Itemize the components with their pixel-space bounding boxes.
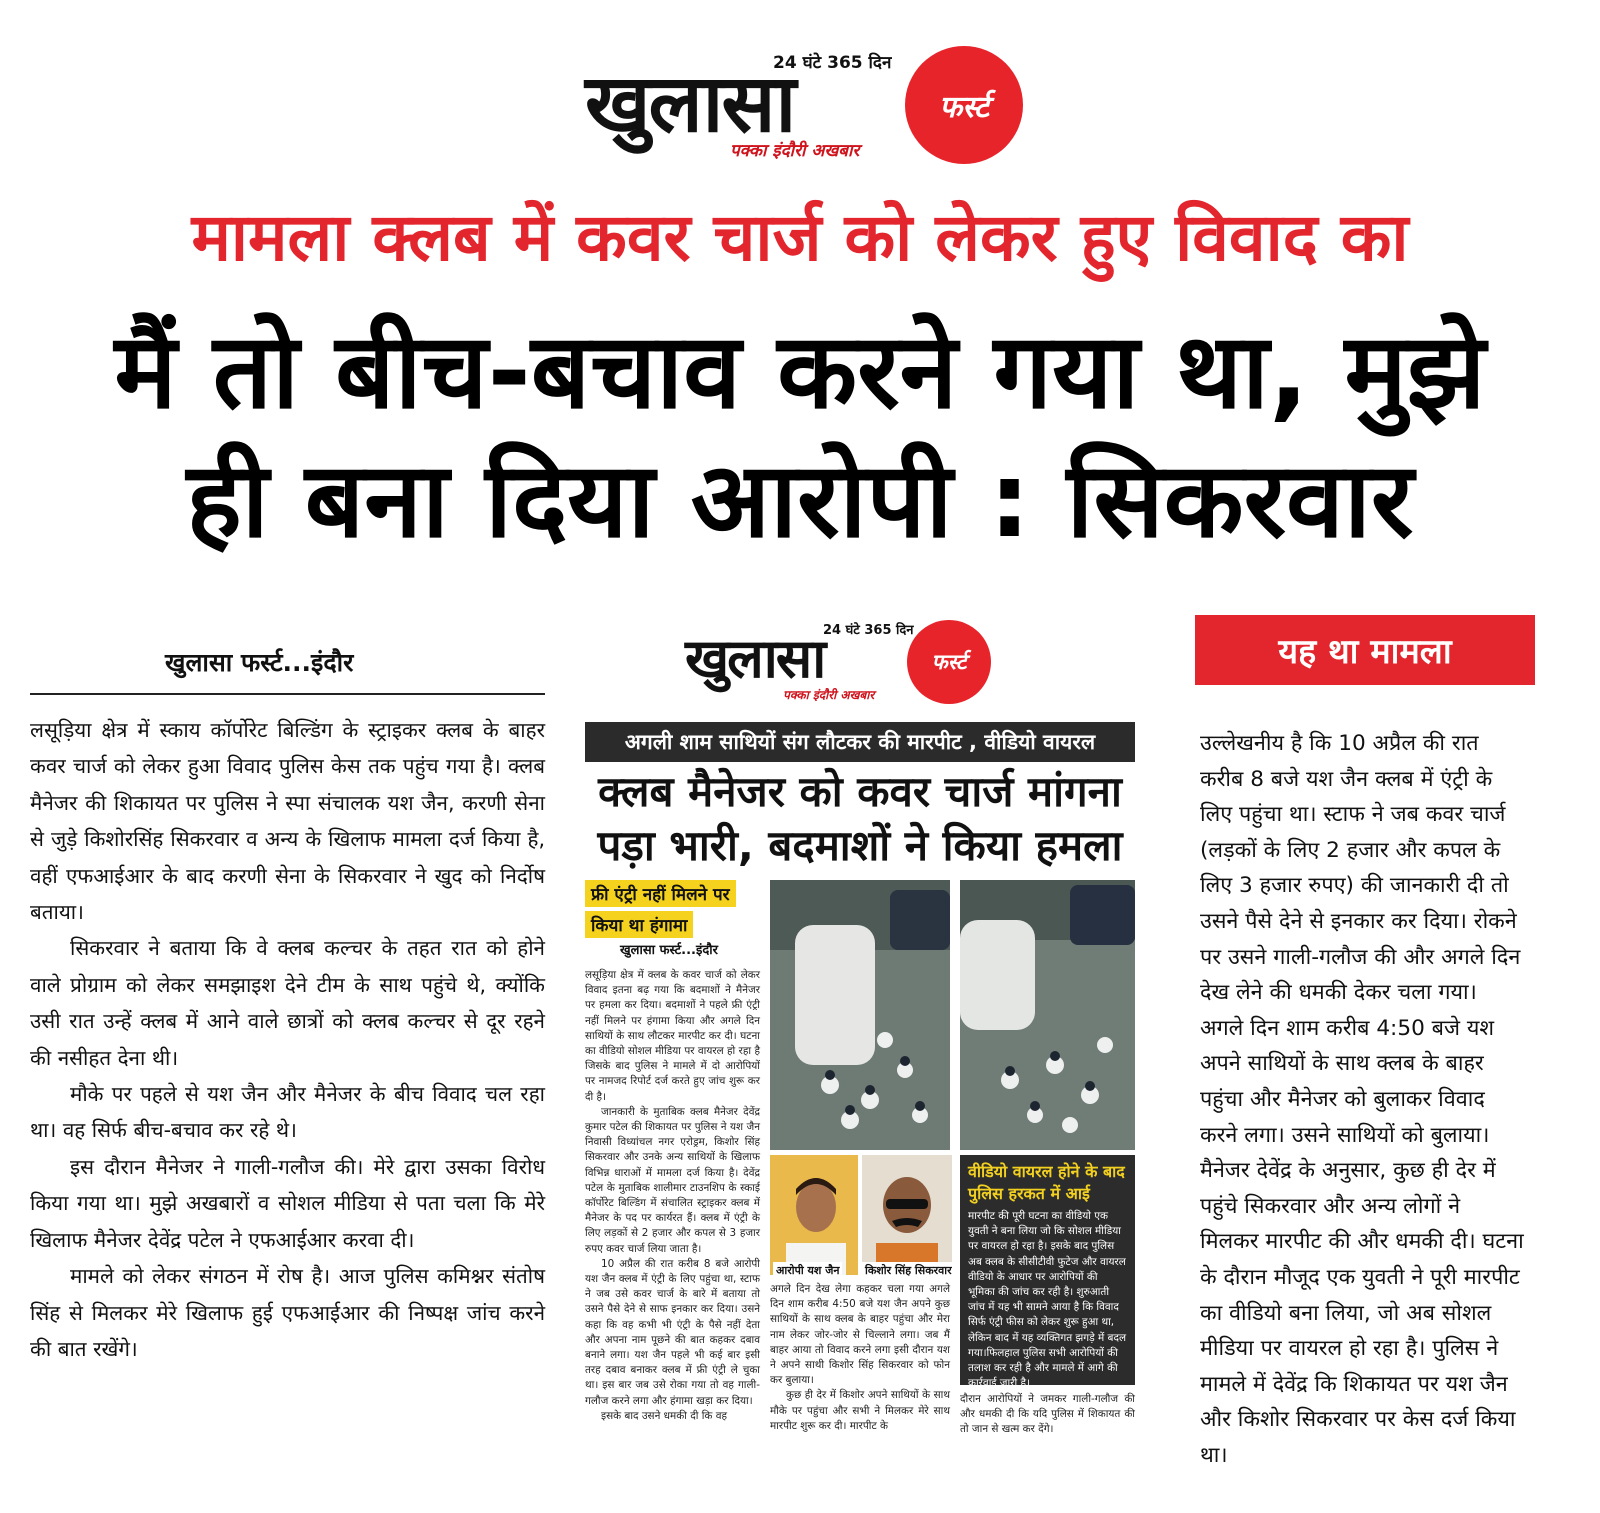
clipping-headline-line-2: पड़ा भारी, बदमाशों ने किया हमला (597, 821, 1123, 870)
left-paragraph: मामले को लेकर संगठन में रोष है। आज पुलिस कमिश्नर संतोष सिंह से मिलकर मेरे खिलाफ हुई एफआईआर की निष्पक्ष जांच करने की बात रखेंगे। (30, 1264, 545, 1361)
masthead (585, 40, 1045, 190)
clipping-subhead (585, 880, 736, 938)
left-paragraph: इस दौरान मैनेजर ने गाली-गलौज की। मेरे द्वारा उसका विरोध किया गया था। मुझे अखबारों व सोशल मीडिया से पता चला कि मेरे खिलाफ मैनेजर देवेंद्र पटेल ने एफआईआर करवा दी। (30, 1154, 545, 1252)
crowd-photo-2-art (960, 880, 1135, 1150)
masthead-tagline: 24 घंटे 365 दिन (773, 53, 892, 73)
clipping-masthead-brand: खुलासा (685, 627, 825, 690)
headline-line-1: मैं तो बीच-बचाव करने गया था, मुझे (114, 310, 1486, 432)
headline-line-2: ही बना दिया आरोपी : सिकरवार (186, 439, 1414, 561)
clipping-masthead-tagline: 24 घंटे 365 दिन (823, 623, 914, 638)
portrait-1-art (770, 1155, 858, 1275)
clipping-byline: खुलासा फर्स्ट...इंदौर (620, 943, 718, 958)
kicker: मामला क्लब में कवर चार्ज को लेकर हुए विवाद का (191, 199, 1409, 276)
masthead-brand: खुलासा (585, 57, 795, 150)
clipping-paragraph: कुछ ही देर में किशोर अपने साथियों के साथ मौके पर पहुंचा और सभी ने मिलकर मेरे साथ मारपीट शुरू कर दी। मारपीट के (770, 1389, 950, 1432)
clipping-subhead-line-2: किया था हंगामा (585, 911, 693, 938)
left-paragraph: मौके पर पहले से यश जैन और मैनेजर के बीच विवाद चल रहा था। वह सिर्फ बीच-बचाव कर रहे थे। (30, 1082, 545, 1143)
right-article: उल्लेखनीय है कि 10 अप्रैल की रात करीब 8 बजे यश जैन क्लब में एंट्री के लिए पहुंचा था। स्टाफ ने जब कवर चार्ज (लड़कों के लिए 2 हजार और कपल के लिए 3 हजार रुपए) की जानकारी दी तो उसने पैसे देने से इनकार कर दिया। रोकने पर उसने गाली-गलौज की और अगले दिन देख लेने की धमकी देकर चला गया। अगले दिन शाम करीब 4:50 बजे यश अपने साथियों के साथ क्लब के बाहर पहुंचा और मैनेजर को बुलाकर विवाद करने लगा। उसने साथियों को बुलाया। मैनेजर देवेंद्र के अनुसार, कुछ ही देर में पहुंचे सिकरवार और अन्य लोगों ने मिलकर मारपीट की और धमकी दी। घटना के दौरान मौजूद एक युवती ने पूरी मारपीट का वीडियो बना लिया, जो अब सोशल मीडिया पर वायरल हो रहा है। पुलिस ने मामले में देवेंद्र कि शिकायत पर यश जैन और किशोर सिकरवार पर केस दर्ज किया था। (1200, 731, 1524, 1468)
viral-box-title-1: वीडियो वायरल होने के बाद (968, 1162, 1125, 1181)
right-box-title: यह था मामला (1195, 615, 1535, 685)
left-paragraph: लसूड़िया क्षेत्र में स्काय कॉर्पोरेट बिल्डिंग के स्ट्राइकर क्लब के बाहर कवर चार्ज को लेकर हुआ विवाद पुलिस केस तक पहुंच गया है। क्लब मैनेजर की शिकायत पर पुलिस ने स्पा संचालक यश जैन, करणी सेना से जुड़े किशोरसिंह सिकरवार व अन्य के खिलाफ मामला दर्ज किया है, वहीं एफआईआर के बाद करणी सेना के सिकरवार ने खुद को निर्दोष बताया। (30, 718, 545, 925)
clipping-paragraph: अगले दिन देख लेगा कहकर चला गया अगले दिन शाम करीब 4:50 बजे यश जैन अपने कुछ साथियों के साथ क्लब के बाहर पहुंचा और मेरा नाम लेकर जोर-जोर से चिल्लाने लगा। जब मैं बाहर आया तो विवाद करने लगा इसी दौरान यश ने अपने साथी किशोर सिंह सिकरवार को फोन कर बुलाया। (770, 1283, 950, 1387)
portrait-2-art (862, 1155, 952, 1275)
masthead-subtitle: पक्का इंदौरी अखबार (730, 141, 860, 161)
viral-box-text: मारपीट की पूरी घटना का वीडियो एक युवती ने बना लिया जो कि सोशल मीडिया पर वायरल हो रहा है। इसके बाद पुलिस अब क्लब के सीसीटीवी फुटेज और वायरल वीडियो के आधार पर आरोपियों की भूमिका की जांच कर रही है। शुरुआती जांच में यह भी सामने आया है कि विवाद सिर्फ एंट्री फीस को लेकर शुरू हुआ था, लेकिन बाद में यह व्यक्तिगत झगड़े में बदल गया।फिलहाल पुलिस सभी आरोपियों की तलाश कर रही है और मामले में आगे की कार्रवाई जारी है। (968, 1210, 1127, 1390)
crowd-photo-1 (770, 880, 950, 1150)
clipping-masthead-subtitle: पक्का इंदौरी अखबार (783, 688, 875, 702)
clipping-column-1 (585, 968, 760, 1498)
left-article (30, 712, 545, 1367)
crowd-photo-1-art (770, 880, 950, 1150)
clipping-paragraph: 10 अप्रैल की रात करीब 8 बजे आरोपी यश जैन क्लब में एंट्री के लिए पहुंचा था, स्टाफ ने जब उसे कवर चार्ज के बारे में बताया तो उसने पैसे देने से साफ इनकार कर दिया। उसने कहा कि वह कभी भी एंट्री के पैसे नहीं देता और अपना नाम पूछने की बात कहकर दबाव बनाने लगा। यश जैन पहले भी कई बार इसी तरह दबाव बनाकर क्लब में फ्री एंट्री ले चुका था। इस बार जब उसे रोका गया तो वह गाली-गलौज करने लगा और हंगामा खड़ा कर दिया। (585, 1257, 760, 1407)
clipping-headline-line-1: क्लब मैनेजर को कवर चार्ज मांगना (598, 767, 1122, 816)
caption-accused-2: किशोर सिंह सिकरवार (862, 1262, 955, 1279)
viral-video-box (960, 1155, 1135, 1390)
caption-accused-1: आरोपी यश जैन (773, 1262, 842, 1279)
left-byline: खुलासा फर्स्ट...इंदौर (165, 648, 354, 677)
clipping-top-band: अगली शाम साथियों संग लौटकर की मारपीट , वीडियो वायरल (585, 722, 1135, 762)
clipping-paragraph: इसके बाद उसने धमकी दी कि वह (601, 1409, 727, 1422)
viral-box-title-2: पुलिस हरकत में आई (968, 1184, 1090, 1203)
left-paragraph: सिकरवार ने बताया कि वे क्लब कल्चर के तहत रात को होने वाले प्रोग्राम को लेकर समझाइश देने टीम के साथ पहुंचे थे, क्योंकि उसी रात उन्हें क्लब में आने वाले छात्रों को क्लब कल्चर से दूर रहने की नसीहत देना थी। (30, 936, 545, 1070)
accused-portrait-2 (862, 1155, 952, 1275)
clipping-paragraph: जानकारी के मुताबिक क्लब मैनेजर देवेंद्र कुमार पटेल की शिकायत पर पुलिस ने यश जैन निवासी विध्यांचल नगर एरोड्रम, किशोर सिंह सिकरवार और उनके अन्य साथियों के खिलाफ विभिन्न धाराओं में मामला दर्ज किया है। देवेंद्र पटेल के मुताबिक शालीमार टाउनशिप के स्काई कॉर्पोरेट बिल्डिंग में संचालित स्ट्राइकर क्लब में मैनेजर के पद पर कार्यरत हैं। क्लब में एंट्री के लिए लड़कों से 2 हजार और कपल से 3 हजार रुपए कवर चार्ज लिया जाता है। (585, 1105, 760, 1255)
clipping-masthead-logo-circle: फर्स्ट (907, 620, 991, 704)
clipping-subhead-line-1: फ्री एंट्री नहीं मिलने पर (585, 880, 736, 907)
clipping-paragraph: लसूड़िया क्षेत्र में क्लब के कवर चार्ज को लेकर विवाद इतना बढ़ गया कि बदमाशों ने मैनेजर पर हमला कर दिया। बदमाशों ने पहले फ्री एंट्री नहीं मिलने पर हंगामा किया और अगले दिन साथियों के साथ लौटकर मारपीट कर दी। घटना का वीडियो सोशल मीडिया पर वायरल हो रहा है जिसके बाद पुलिस ने मामले में दो आरोपियों पर नामजद रिपोर्ट दर्ज करते हुए जांच शुरू कर दी है। (585, 969, 760, 1103)
clipping-column-2 (770, 1282, 950, 1497)
clipping-masthead (685, 618, 1025, 718)
crowd-photo-2 (960, 880, 1135, 1150)
clipping-column-3: दौरान आरोपियों ने जमकर गाली-गलौज की और धमकी दी कि यदि पुलिस में शिकायत की तो जान से खत्म कर देंगे। (960, 1393, 1135, 1436)
masthead-logo-circle: फर्स्ट (905, 46, 1023, 164)
left-rule (30, 693, 545, 695)
accused-portrait-1 (770, 1155, 858, 1275)
